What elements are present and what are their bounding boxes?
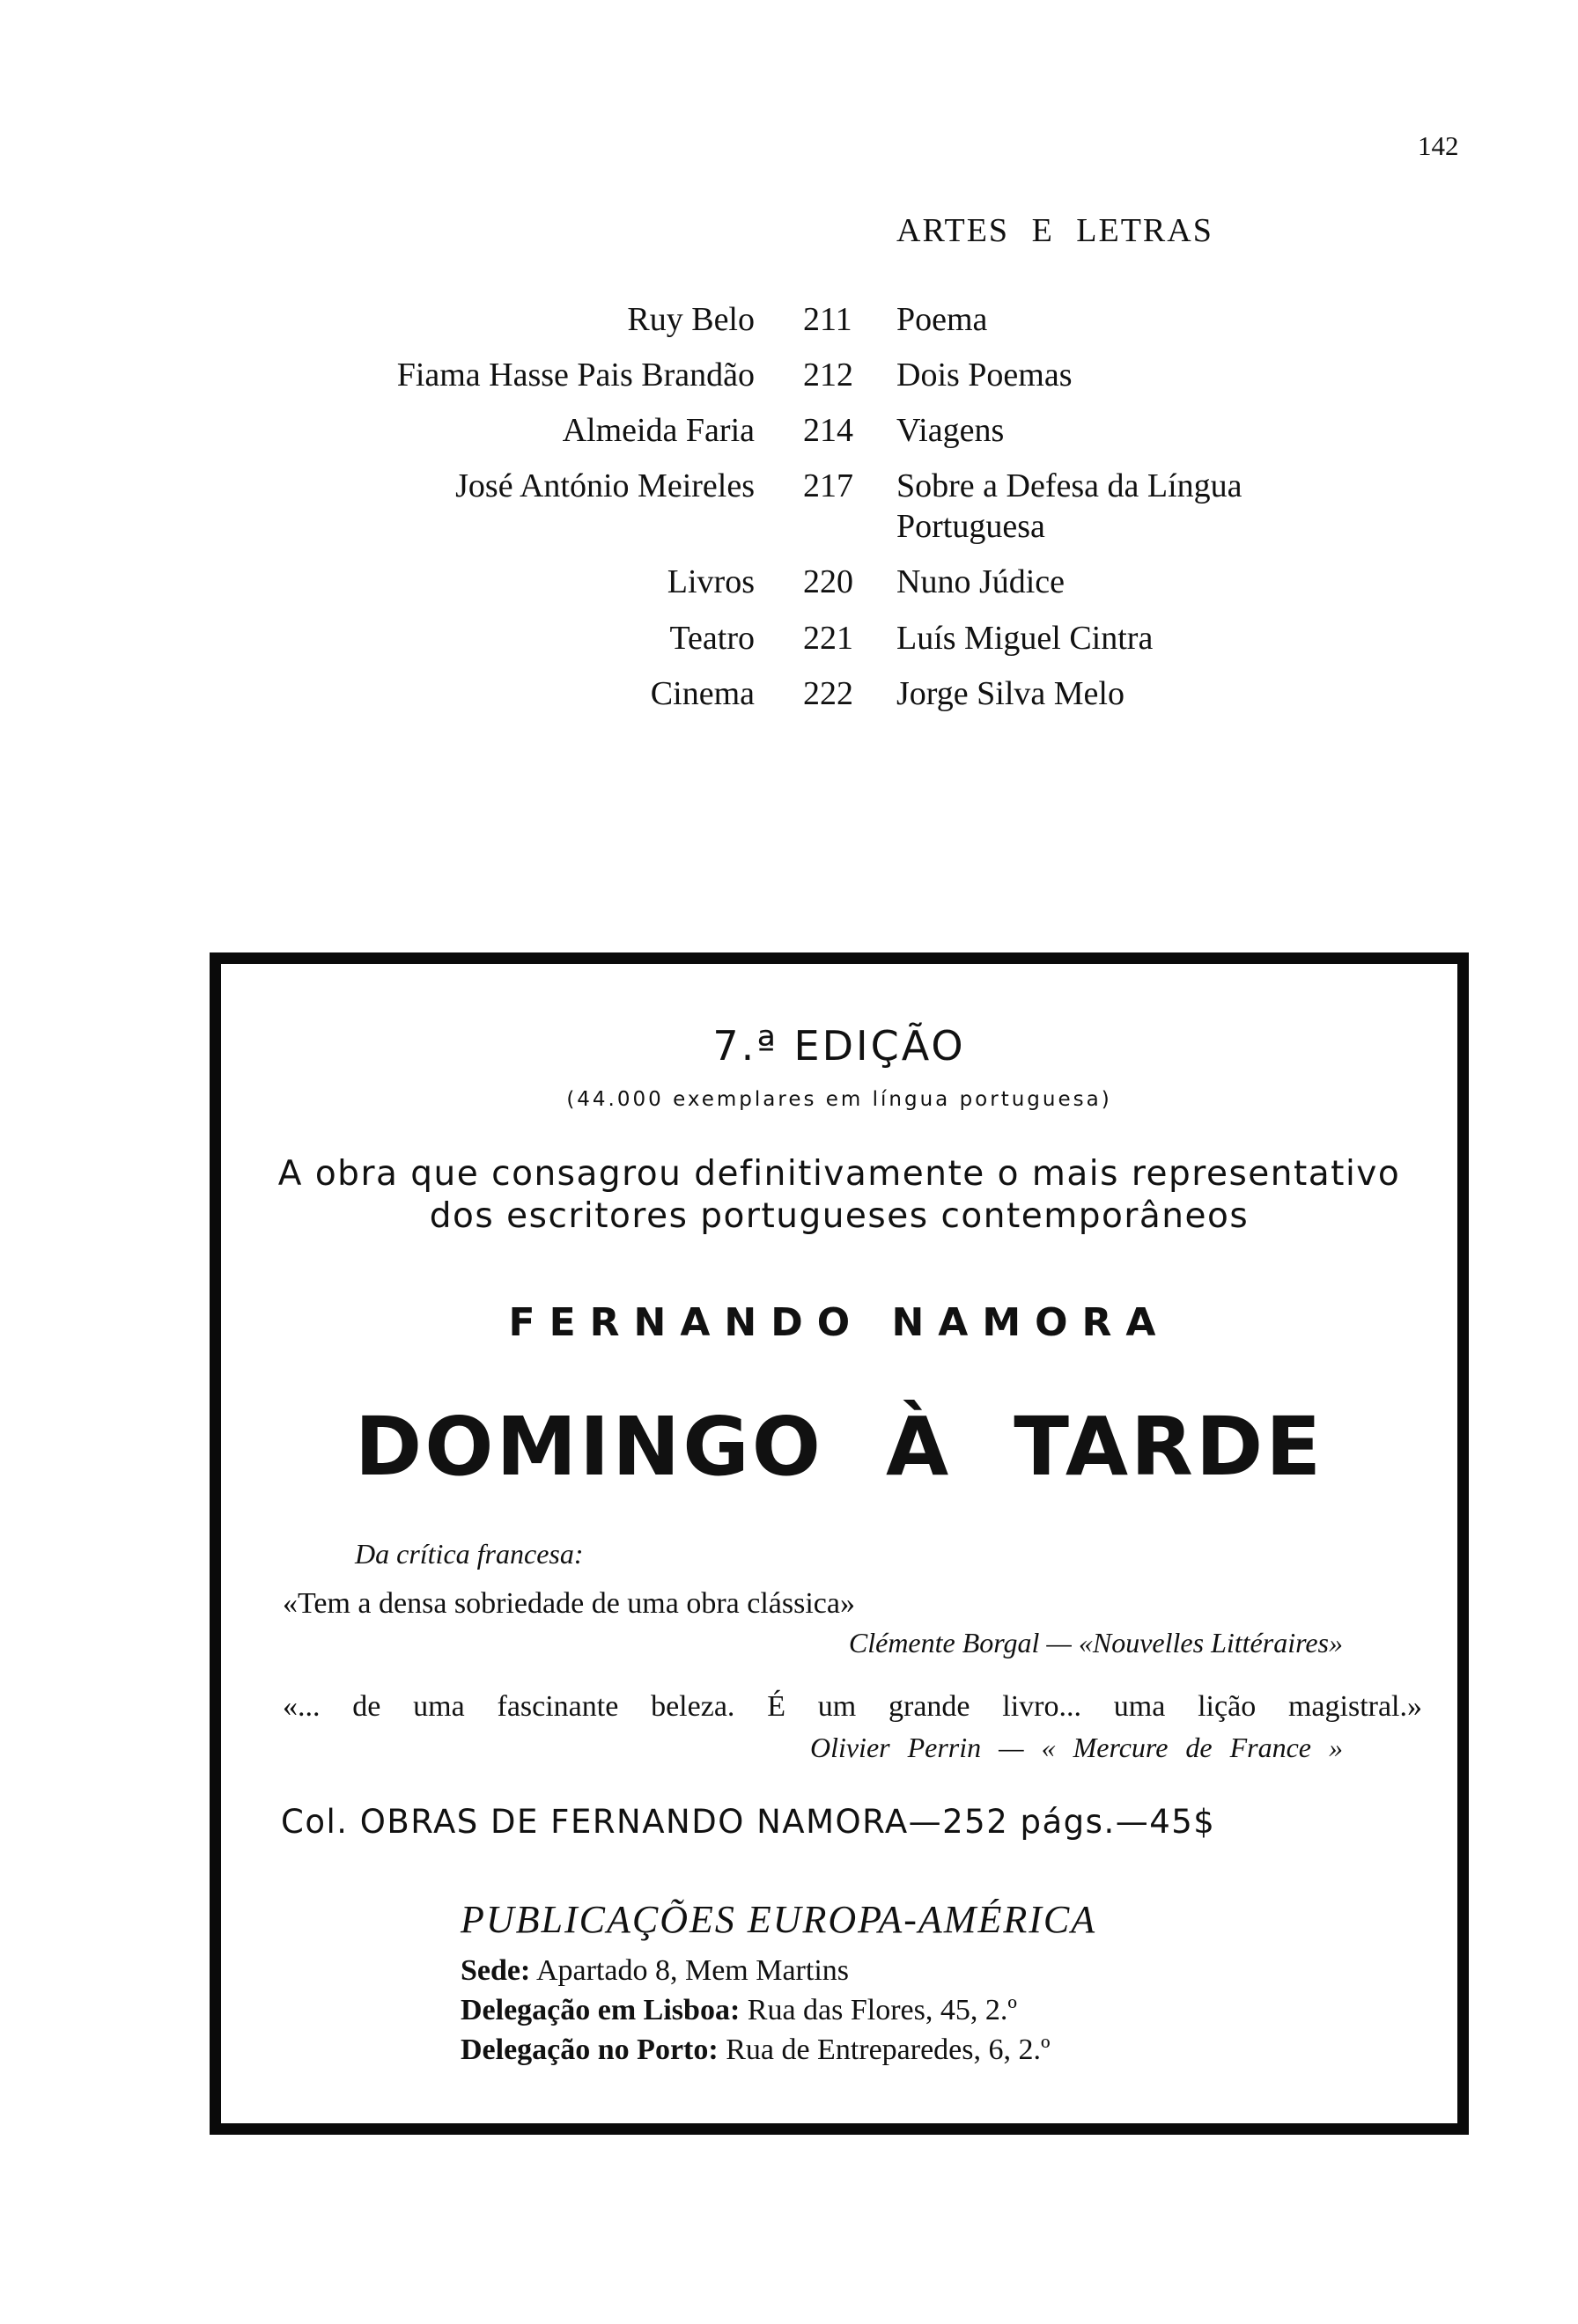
address-label: Delegação em Lisboa: <box>461 1994 741 2026</box>
toc-title: Nuno Júdice <box>896 563 1066 600</box>
address-label: Sede: <box>461 1954 531 1987</box>
address-line <box>461 1954 849 1988</box>
toc-page: 214 <box>803 412 853 449</box>
publisher-name: PUBLICAÇÕES EUROPA-AMÉRICA <box>461 1898 1097 1941</box>
edition-heading: 7.ª EDIÇÃO <box>712 1022 966 1070</box>
toc-page: 222 <box>803 675 853 712</box>
address-line <box>461 2034 1051 2067</box>
toc-page: 221 <box>803 620 853 657</box>
toc-title: Poema <box>896 301 988 338</box>
address-value: Rua de Entreparedes, 6, 2.º <box>726 2034 1051 2066</box>
toc-author: Fiama Hasse Pais Brandão <box>396 357 755 393</box>
address-line <box>461 1994 1017 2027</box>
toc-page: 212 <box>803 357 853 393</box>
toc-author: Cinema <box>650 675 755 712</box>
toc-page: 220 <box>803 563 853 600</box>
toc-title: Dois Poemas <box>896 357 1073 393</box>
quote-source: Clémente Borgal — «Nouvelles Littéraires» <box>848 1627 1343 1658</box>
toc-author: Almeida Faria <box>562 412 755 449</box>
collection-info: Col. OBRAS DE FERNANDO NAMORA—252 págs.—45$ <box>281 1803 1216 1841</box>
quote: «Tem a densa sobriedade de uma obra clássica» <box>283 1587 855 1620</box>
author-name: FERNANDO NAMORA <box>508 1300 1170 1345</box>
tagline: A obra que consagrou definitivamente o mais representativo dos escritores portugueses contemporâneos <box>277 1154 1401 1236</box>
page-number: 142 <box>1418 130 1459 161</box>
book-title: DOMINGO À TARDE <box>354 1400 1324 1494</box>
toc-page: 211 <box>803 301 852 338</box>
toc-title: Sobre a Defesa da Língua Portuguesa <box>896 467 1242 545</box>
toc-title: Viagens <box>896 412 1005 449</box>
advertisement-content <box>221 964 1457 2123</box>
toc-page: 217 <box>803 467 853 504</box>
quote-source: Olivier Perrin — « Mercure de France » <box>809 1732 1343 1763</box>
advertisement-box <box>210 952 1469 2135</box>
toc-author: Teatro <box>669 620 755 657</box>
section-title: ARTES E LETRAS <box>896 212 1213 249</box>
toc-title: Jorge Silva Melo <box>896 675 1125 712</box>
copies-note: (44.000 exemplares em língua portuguesa) <box>566 1088 1112 1111</box>
address-label: Delegação no Porto: <box>461 2034 719 2066</box>
quote: «... de uma fascinante beleza. É um grande livro... uma lição magistral.» <box>283 1690 1422 1723</box>
critic-heading: Da crítica francesa: <box>355 1538 584 1570</box>
address-value: Rua das Flores, 45, 2.º <box>747 1994 1017 2026</box>
toc-author: Ruy Belo <box>627 301 755 338</box>
address-value: Apartado 8, Mem Martins <box>535 1954 849 1987</box>
toc-author: Livros <box>667 563 755 600</box>
toc-author: José António Meireles <box>455 467 755 504</box>
toc-title: Luís Miguel Cintra <box>896 620 1154 657</box>
